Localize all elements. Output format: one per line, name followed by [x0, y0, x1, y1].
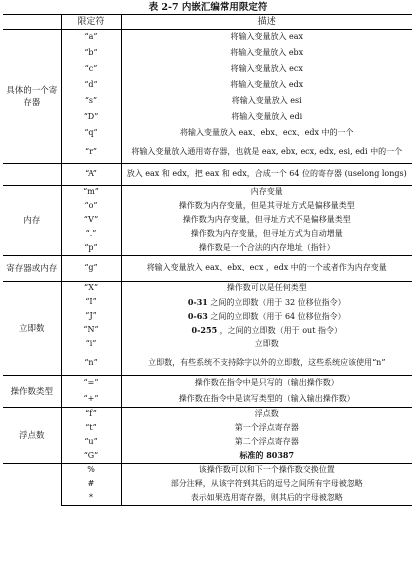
description-cell — [121, 310, 412, 324]
category-operand-type: 操作数类型 — [3, 376, 61, 408]
qualifier-cell: “u” — [61, 436, 121, 450]
description-cell: 将输入变量放入 eax — [230, 32, 304, 42]
table-row — [3, 142, 412, 164]
header-category — [3, 15, 61, 30]
table-row — [3, 228, 412, 242]
description-cell: 将输入变量放入通用寄存器，也就是 eax, ebx, ecx, edx, esi, edi 中的一个 — [131, 146, 403, 156]
table-row — [3, 62, 412, 78]
qualifier-cell: “.” — [61, 228, 121, 242]
table-row — [3, 310, 412, 324]
table-row — [3, 30, 412, 46]
table-row — [3, 296, 412, 310]
category-float: 浮点数 — [3, 408, 61, 464]
category-register: 具体的一个寄存器 — [3, 30, 61, 164]
category-blank — [3, 464, 61, 506]
range-desc: 之间的立即数（用于 32 位移位指令） — [207, 297, 346, 307]
table-row — [3, 450, 412, 464]
range-desc: ，之间的立即数（用于 out 指令） — [217, 325, 342, 335]
table-header-row — [3, 15, 412, 30]
table-row — [3, 126, 412, 142]
qualifier-cell: “G” — [61, 450, 121, 464]
qualifier-cell: “t” — [61, 422, 121, 436]
table-row — [3, 376, 412, 392]
description-cell: 将输入变量放入 edx — [230, 80, 304, 90]
qualifier-cell: “X” — [61, 282, 121, 296]
qualifier-cell: “r” — [61, 142, 121, 164]
table-row — [3, 392, 412, 408]
table-row — [3, 46, 412, 62]
description-cell: 立即数，有些系统不支持除字以外的立即数，这些系统应该使用“n” — [148, 357, 386, 367]
category-memory: 内存 — [3, 186, 61, 256]
qualifier-cell: “b” — [61, 46, 121, 62]
description-cell: 将输入变量放入 ebx — [230, 48, 304, 58]
qualifier-cell: “=” — [61, 376, 121, 392]
table-row — [3, 464, 412, 478]
qualifier-cell: “V” — [61, 214, 121, 228]
table-row — [3, 338, 412, 352]
description-cell: 内存变量 — [121, 186, 412, 200]
table-row — [3, 78, 412, 94]
header-qualifier: 限定符 — [61, 15, 121, 30]
category-blank — [3, 164, 61, 186]
table-row — [3, 110, 412, 126]
qualifier-cell: “m” — [61, 186, 121, 200]
table-row — [3, 492, 412, 506]
table-row — [3, 186, 412, 200]
qualifier-cell: “+” — [61, 392, 121, 408]
qualifier-cell: “A” — [61, 164, 121, 186]
description-cell: 将输入变量放入 eax、ebx、ecx、edx 中的一个 — [179, 128, 354, 138]
table-row — [3, 282, 412, 296]
table-row — [3, 408, 412, 422]
qualifier-cell: “i” — [61, 338, 121, 352]
table-row — [3, 324, 412, 338]
range-desc: 之间的立即数（用于 64 位移位指令） — [207, 311, 346, 321]
description-cell: 将输入变量放入 edi — [231, 112, 303, 122]
qualifier-cell: “f” — [61, 408, 121, 422]
qualifier-cell: “N” — [61, 324, 121, 338]
description-cell: 将输入变量放入 eax、ebx、ecx ，edx 中的一个或者作为内存变量 — [121, 256, 412, 282]
qualifier-cell: “I” — [61, 296, 121, 310]
description-cell: 操作数在指令中是读写类型的（输入输出操作数） — [178, 393, 355, 403]
qualifier-cell: “g” — [61, 256, 121, 282]
description-cell: 立即数 — [254, 339, 279, 349]
qualifier-cell: * — [61, 492, 121, 506]
qualifier-cell: “J” — [61, 310, 121, 324]
description-cell: 表示如果选用寄存器，则其后的字母被忽略 — [121, 492, 412, 506]
description-cell — [121, 450, 412, 464]
table-row — [3, 214, 412, 228]
description-cell: 操作数可以是任何类型 — [121, 282, 412, 296]
qualifier-cell: “a” — [61, 30, 121, 46]
standard-text: 标准的 80387 — [239, 450, 295, 461]
description-cell: 操作数在指令中是只写的（输出操作数） — [121, 376, 412, 392]
description-cell: 操作数是一个合法的内存地址（指针） — [198, 242, 335, 252]
table-row — [3, 422, 412, 436]
table-row — [3, 242, 412, 256]
qualifier-cell: “n” — [61, 352, 121, 376]
table-row — [3, 352, 412, 376]
description-cell: 第一个浮点寄存器 — [234, 423, 299, 433]
table-row — [3, 256, 412, 282]
description-cell: 浮点数 — [121, 408, 412, 422]
category-immediate: 立即数 — [3, 282, 61, 376]
range-text: 0-31 — [187, 296, 208, 307]
description-cell: 将输入变量放入 esi — [231, 96, 302, 106]
qualifier-cell: “p” — [61, 242, 121, 256]
header-description: 描述 — [121, 15, 412, 30]
description-cell: 操作数为内存变量，但是其寻址方式是偏移量类型 — [178, 201, 355, 211]
table-row — [3, 478, 412, 492]
description-cell: 第二个浮点寄存器 — [234, 437, 299, 447]
description-cell: 将输入变量放入 ecx — [230, 64, 303, 74]
qualifier-cell: “D” — [61, 110, 121, 126]
qualifier-cell: “d” — [61, 78, 121, 94]
qualifier-cell: “c” — [61, 62, 121, 78]
description-cell: 放入 eax 和 edx，把 eax 和 edx，合成一个 64 位的寄存器 (uselong longs) — [121, 164, 412, 186]
table-row — [3, 94, 412, 110]
description-cell — [121, 296, 412, 310]
qualifier-cell: “o” — [61, 200, 121, 214]
table-caption: 表 2-7 内嵌汇编常用限定符 — [148, 2, 268, 13]
description-cell — [121, 324, 412, 338]
description-cell: 操作数为内存变量，但寻址方式为自动增量 — [190, 229, 343, 239]
description-cell: 操作数为内存变量，但寻址方式不是偏移量类型 — [182, 215, 351, 225]
range-text: 0-63 — [187, 310, 208, 321]
qualifier-cell: # — [61, 478, 121, 492]
qualifier-cell: % — [61, 464, 121, 478]
qualifier-cell: “s” — [61, 94, 121, 110]
qualifier-cell: “q” — [61, 126, 121, 142]
description-cell: 该操作数可以和下一个操作数交换位置 — [121, 464, 412, 478]
range-text: 0-255 — [191, 324, 218, 335]
description-cell: 部分注释，从该字符到其后的逗号之间所有字母被忽略 — [170, 479, 363, 489]
table-row — [3, 200, 412, 214]
table-row — [3, 436, 412, 450]
table-row — [3, 164, 412, 186]
qualifier-table — [3, 14, 412, 506]
category-reg-or-mem: 寄存器或内存 — [3, 256, 61, 282]
